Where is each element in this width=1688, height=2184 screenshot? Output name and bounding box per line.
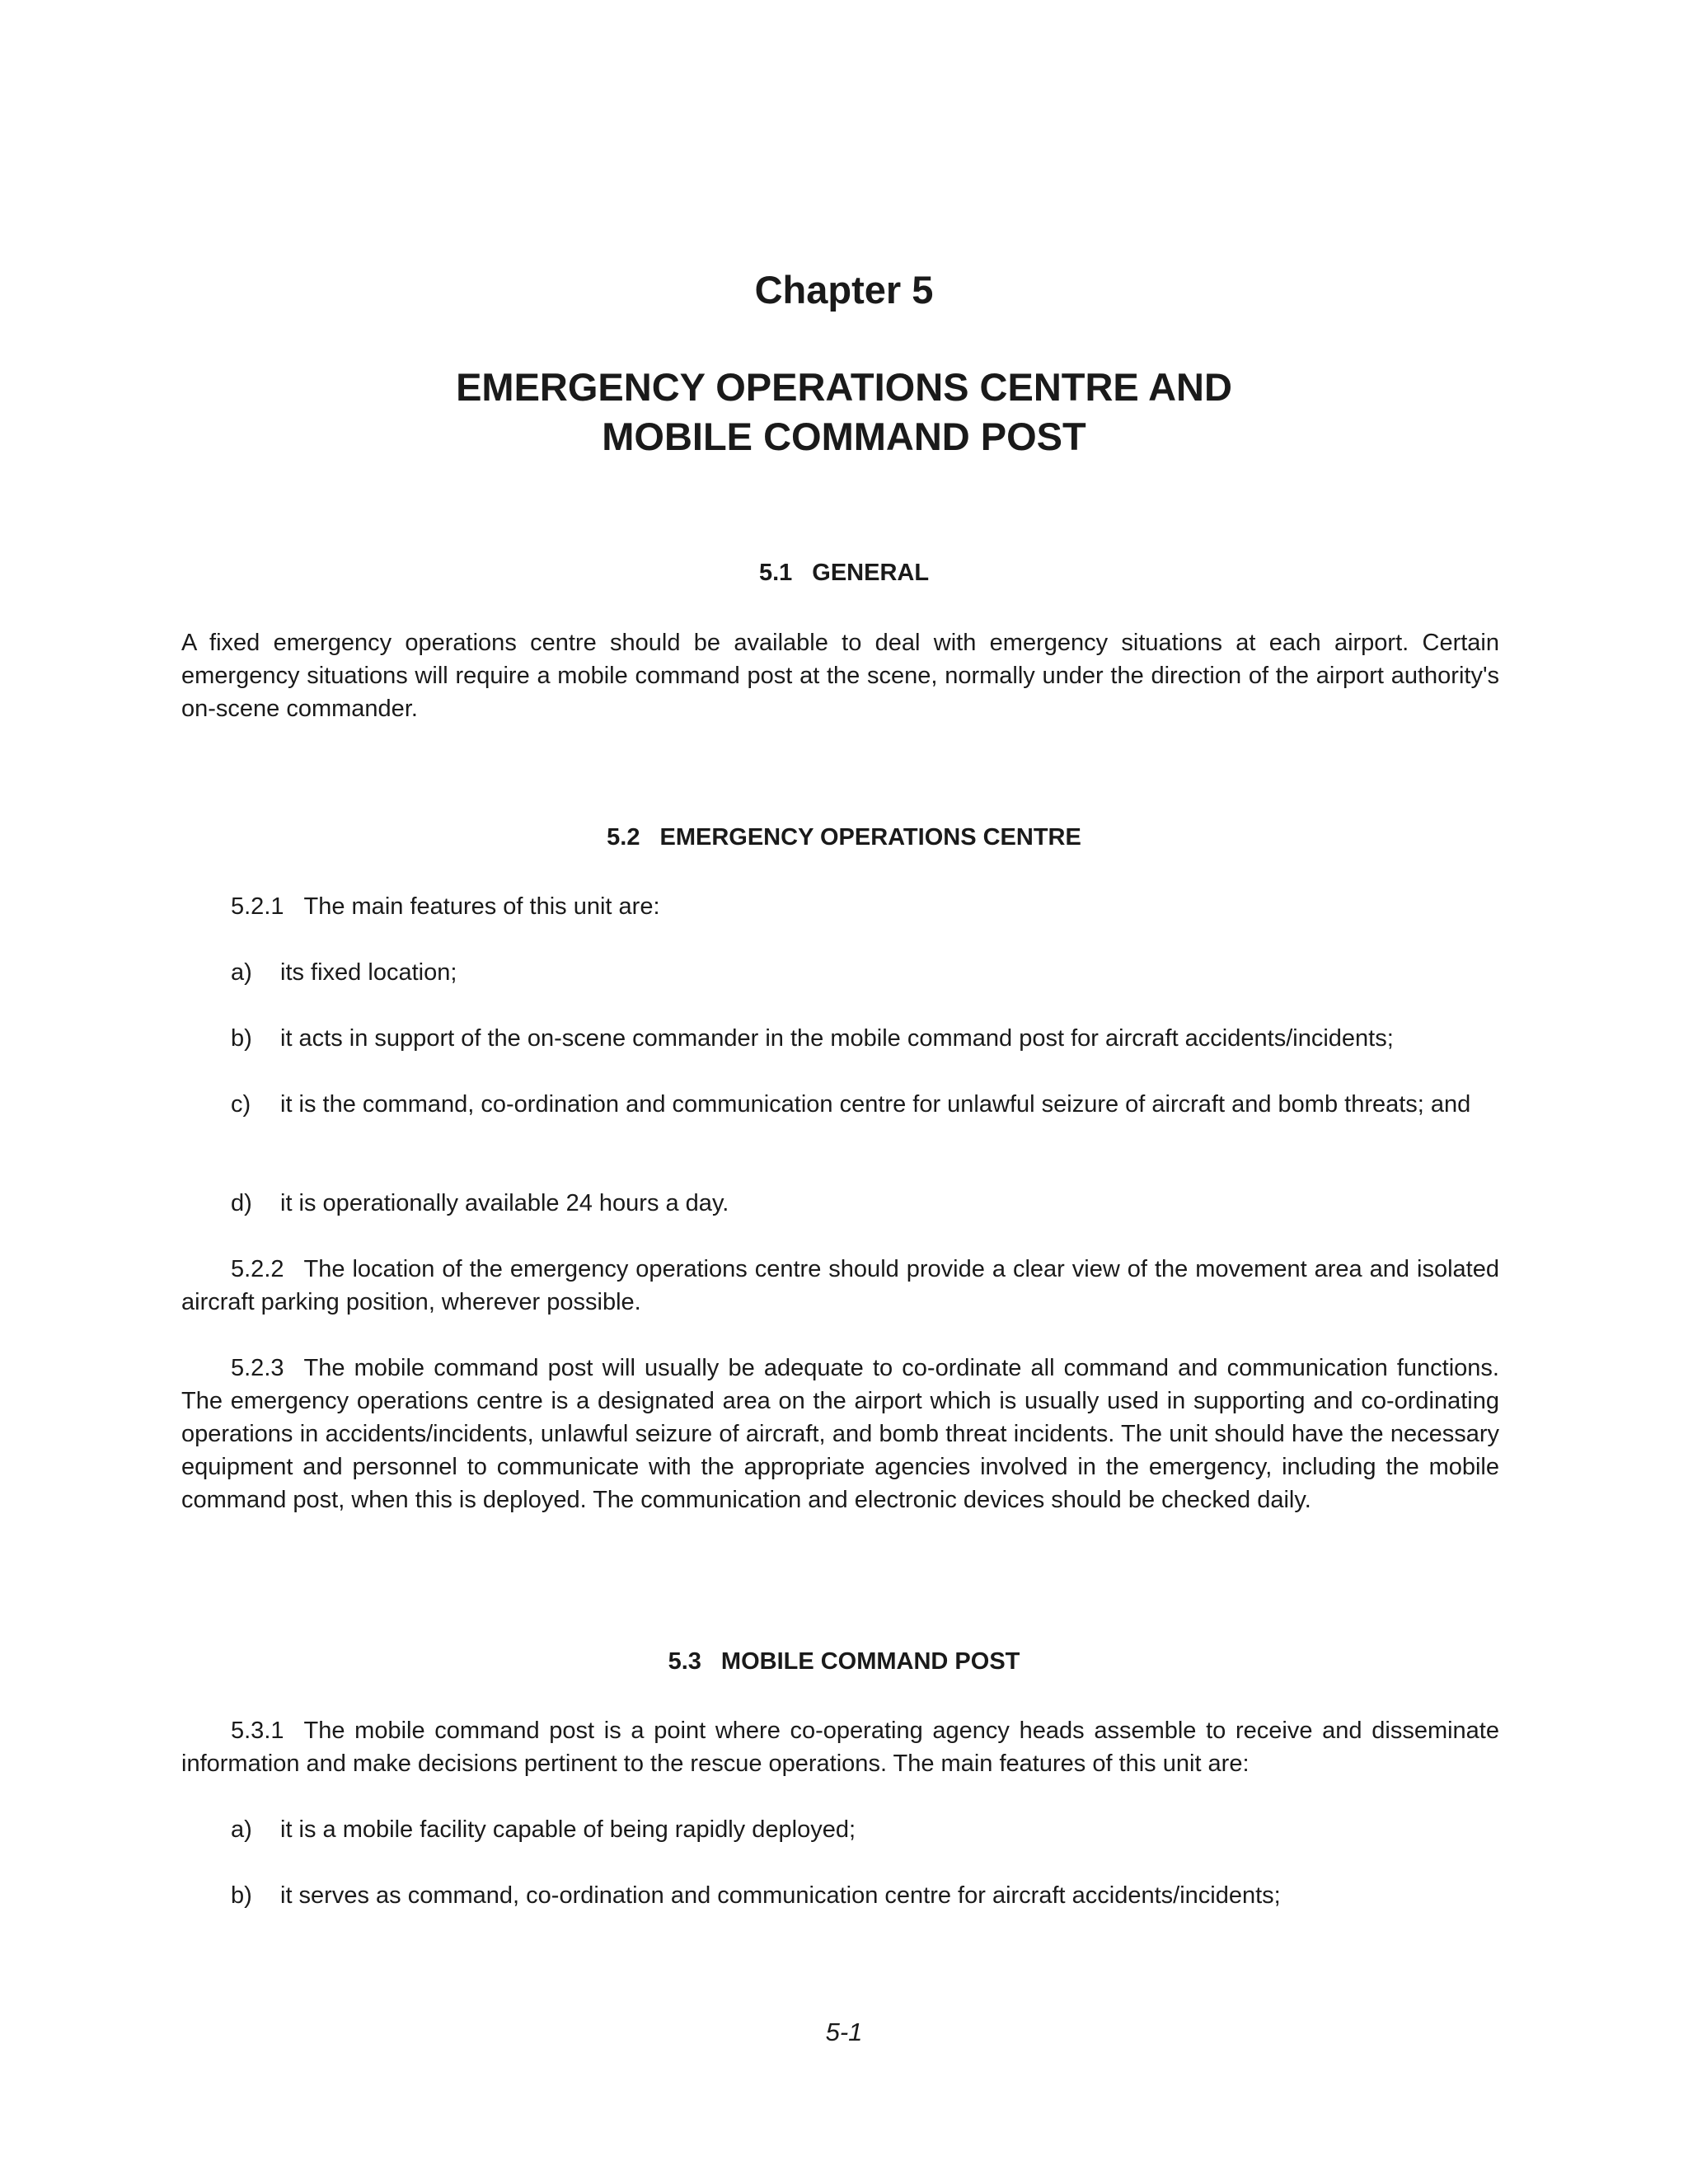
paragraph-text: The main features of this unit are: — [303, 893, 660, 920]
paragraph-5-2-1 — [181, 890, 1499, 923]
section-heading-5-1 — [0, 556, 1688, 589]
list-item-text: it acts in support of the on-scene commander in the mobile command post for aircraft accidents/incidents; — [280, 1025, 1394, 1052]
chapter-heading-line-2: MOBILE COMMAND POST — [602, 415, 1086, 458]
list-item — [231, 1187, 1499, 1220]
list-marker: b) — [231, 1882, 252, 1909]
section-number: 5.2 — [607, 824, 640, 851]
section-heading-5-2 — [0, 821, 1688, 854]
paragraph-number: 5.3.1 — [231, 1718, 284, 1744]
list-item-text: it is a mobile facility capable of being rapidly deployed; — [280, 1816, 856, 1843]
list-item — [231, 1879, 1499, 1912]
list-item-text: it is operationally available 24 hours a day. — [280, 1190, 729, 1216]
paragraph-5-2-3 — [181, 1352, 1499, 1516]
paragraph-5-2-2 — [181, 1253, 1499, 1319]
paragraph-text: The mobile command post is a point where co-operating agency heads assemble to receive and disseminate information and make decisions pertinent to the rescue operations. The main features of this unit are: — [181, 1718, 1499, 1777]
paragraph-number: 5.2.3 — [231, 1355, 284, 1381]
chapter-heading-line-1: EMERGENCY OPERATIONS CENTRE AND — [456, 365, 1232, 409]
section-title: GENERAL — [812, 560, 930, 586]
section-heading-5-3 — [0, 1645, 1688, 1678]
section-number: 5.1 — [758, 560, 793, 586]
list-item — [231, 1022, 1499, 1055]
list-marker: a) — [231, 1816, 252, 1843]
chapter-title: Chapter 5 — [754, 268, 934, 312]
list-item-text: it serves as command, co-ordination and communication centre for aircraft accidents/incidents; — [280, 1882, 1281, 1909]
chapter-heading — [0, 363, 1688, 462]
paragraph-number: 5.2.2 — [231, 1256, 284, 1282]
paragraph-text: The location of the emergency operations centre should provide a clear view of the movement area and isolated aircraft parking position, wherever possible. — [181, 1256, 1499, 1315]
paragraph-5-3-1 — [181, 1714, 1499, 1780]
section-number: 5.3 — [668, 1648, 701, 1675]
list-item — [231, 956, 1499, 989]
paragraph-text: The mobile command post will usually be adequate to co-ordinate all command and communication functions. The emergency operations centre is a designated area on the airport which is usually used in supporting and co-ordinating operations in accidents/incidents, unlawful seizure of aircraft, and bomb threat incidents. The unit should have the necessary equipment and personnel to communicate with the appropriate agencies involved in the emergency, including the mobile command post, when this is deployed. The communication and electronic devices should be checked daily. — [181, 1355, 1499, 1513]
list-item-text: it is the command, co-ordination and communication centre for unlawful seizure of aircraft and bomb threats; and — [280, 1091, 1471, 1118]
list-item — [231, 1813, 1499, 1846]
list-item — [231, 1088, 1499, 1121]
section-title: EMERGENCY OPERATIONS CENTRE — [659, 824, 1081, 851]
list-marker: b) — [231, 1025, 252, 1052]
section-title: MOBILE COMMAND POST — [720, 1648, 1020, 1675]
page-number: 5-1 — [825, 2018, 863, 2046]
paragraph-number: 5.2.1 — [231, 893, 284, 920]
list-marker: a) — [231, 959, 252, 986]
list-marker: c) — [231, 1091, 251, 1118]
list-item-text: its fixed location; — [280, 959, 457, 986]
list-marker: d) — [231, 1190, 252, 1216]
paragraph-5-1: A fixed emergency operations centre should be available to deal with emergency situations at each airport. Certain emergency situations will require a mobile command post at the scene, normally under the direction of the airport authority's on-scene commander. — [181, 630, 1499, 722]
